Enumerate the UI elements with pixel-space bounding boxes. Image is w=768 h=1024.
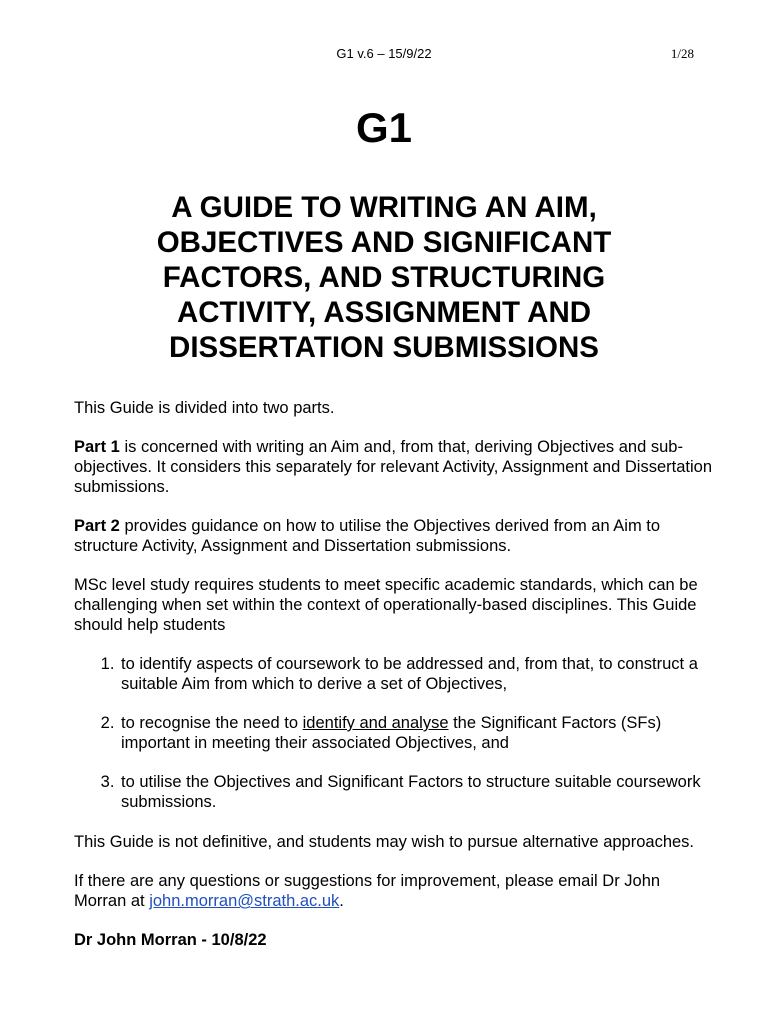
document-title: [60, 190, 708, 365]
part2-text: provides guidance on how to utilise the Objectives derived from an Aim to structure Activity, Assignment and Dissertation submissions.: [74, 517, 661, 555]
part1-label: Part 1: [74, 438, 120, 456]
part2-paragraph: [74, 516, 714, 556]
underlined-phrase: identify and analyse: [302, 714, 449, 732]
title-line: FACTORS, AND STRUCTURING: [162, 261, 606, 294]
header-version: G1 v.6 – 15/9/22: [336, 46, 432, 61]
part1-text: is concerned with writing an Aim and, from that, deriving Objectives and sub-objectives. It considers this separately for relevant Activity, Assignment and Dissertation submissions.: [74, 438, 712, 496]
signature: Dr John Morran - 10/8/22: [74, 931, 267, 949]
header-page-number: 1/28: [670, 46, 694, 61]
contact-paragraph: [74, 871, 714, 911]
document-code: G1: [355, 104, 413, 151]
contact-text-end: .: [339, 892, 344, 910]
contact-text: If there are any questions or suggestions for improvement, please email Dr John Morran at: [74, 872, 661, 910]
title-line: OBJECTIVES AND SIGNIFICANT: [156, 226, 612, 259]
title-line: DISSERTATION SUBMISSIONS: [169, 331, 599, 364]
list-item: [119, 713, 714, 753]
intro-paragraph: This Guide is divided into two parts.: [74, 399, 335, 417]
title-line: ACTIVITY, ASSIGNMENT AND: [176, 296, 592, 329]
part2-label: Part 2: [74, 517, 120, 535]
list-item-text: the Significant Factors (SFs) important in meeting their associated Objectives, and: [121, 714, 662, 752]
objectives-list: [74, 654, 714, 812]
part1-paragraph: [74, 437, 714, 497]
list-item: 3. to utilise the Objectives and Significant Factors to structure suitable coursework submissions.: [119, 772, 714, 812]
not-definitive-paragraph: This Guide is not definitive, and students may wish to pursue alternative approaches.: [74, 833, 695, 851]
msc-paragraph: MSc level study requires students to meet specific academic standards, which can be challenging when set within the context of operationally-based disciplines. This Guide should help students: [74, 576, 698, 634]
document-body: [74, 398, 714, 969]
email-link[interactable]: john.morran@strath.ac.uk: [149, 892, 340, 910]
list-item-text: to recognise the need to: [121, 714, 303, 732]
list-item: 1. to identify aspects of coursework to be addressed and, from that, to construct a suitable Aim from which to derive a set of Objectives,: [119, 654, 714, 694]
title-line: A GUIDE TO WRITING AN AIM,: [171, 191, 597, 224]
